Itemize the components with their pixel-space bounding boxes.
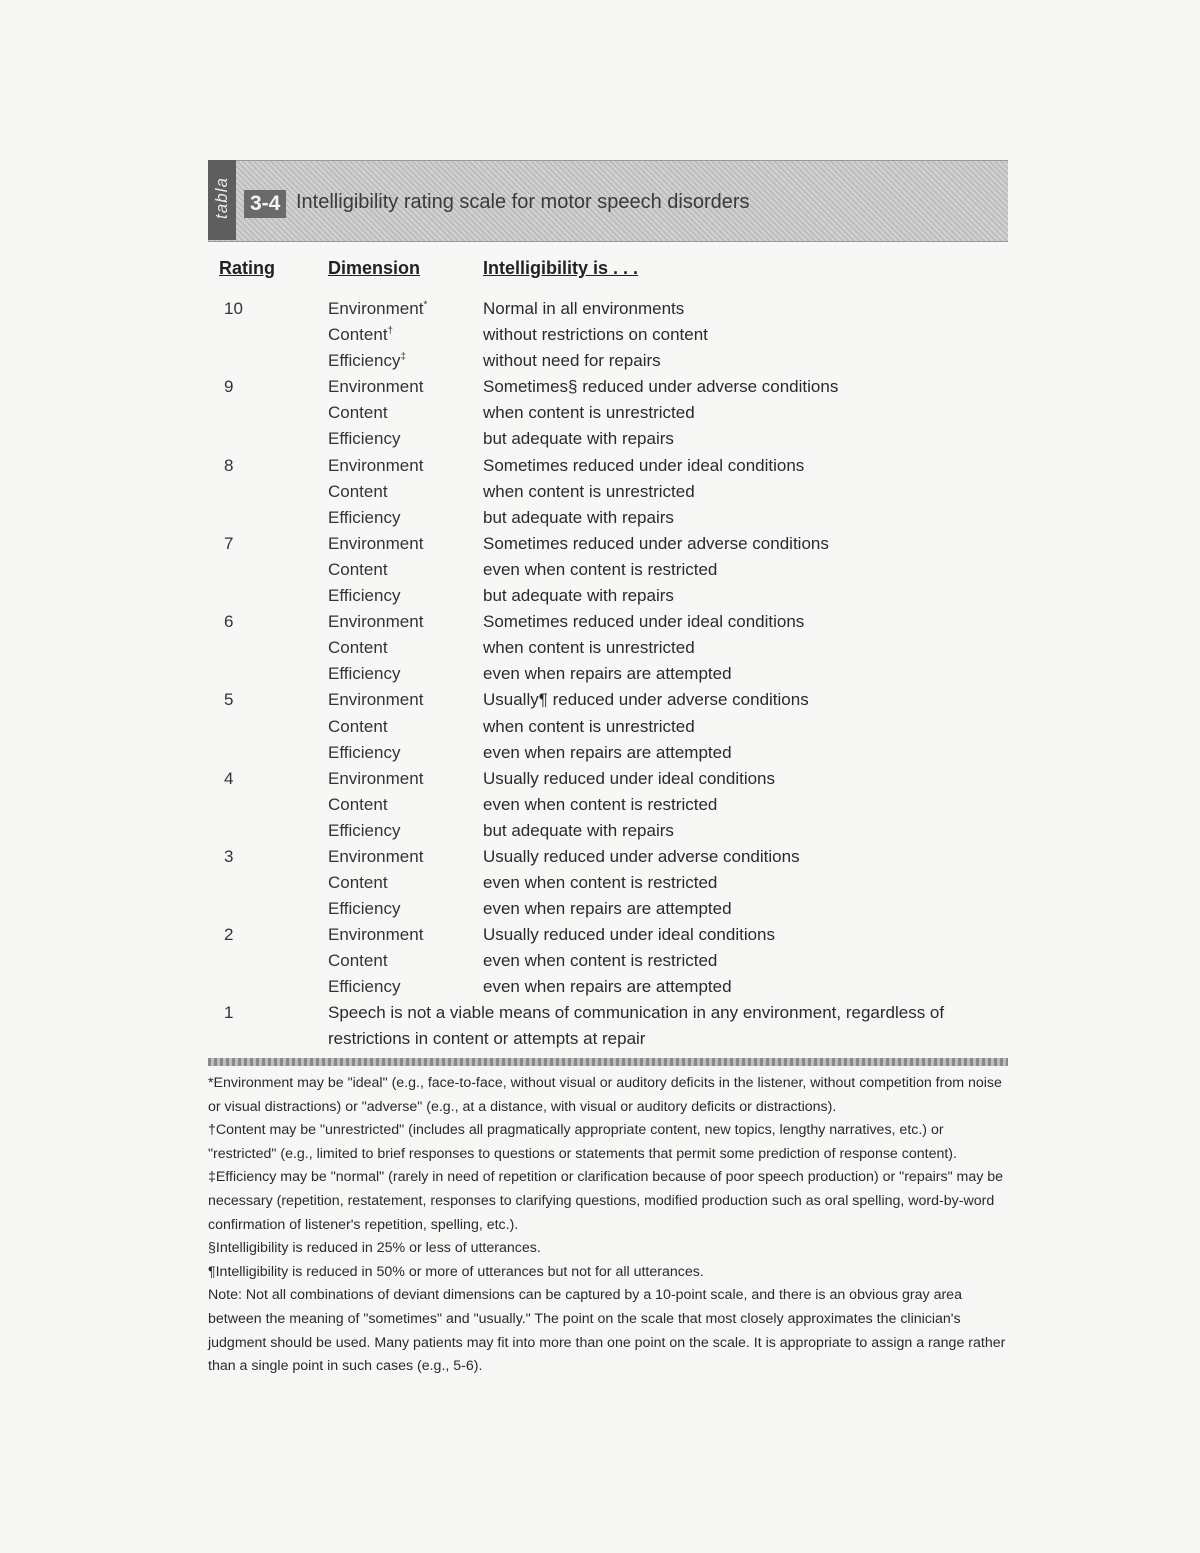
intelligibility-cell: even when content is restricted xyxy=(483,951,718,971)
footnote: ‡Efficiency may be "normal" (rarely in need of repetition or clarification because of poor speech production) or "repairs" may be necessary (repetition, restatement, responses to clarifying questions, modified production such as oral spelling, word-by-word confirmation of listener's repetition, spelling, etc.). xyxy=(208,1169,1004,1233)
table-row xyxy=(0,374,1200,400)
column-header-dimension: Dimension xyxy=(328,258,421,278)
rating-cell: 1 xyxy=(224,1003,234,1022)
table-footnotes xyxy=(208,1072,1008,1379)
table-row xyxy=(0,583,1200,609)
dimension-cell xyxy=(328,661,400,687)
dimension-label: Content xyxy=(328,794,388,814)
dimension-label: Environment xyxy=(328,846,424,866)
intelligibility-cell: but adequate with repairs xyxy=(483,429,674,449)
dimension-cell xyxy=(328,844,423,870)
dimension-label: Efficiency xyxy=(328,586,401,606)
column-header-intelligibility: Intelligibility is . . . xyxy=(483,258,639,278)
intelligibility-cell: even when repairs are attempted xyxy=(483,977,732,997)
intelligibility-cell: even when repairs are attempted xyxy=(483,664,732,684)
intelligibility-cell: without restrictions on content xyxy=(483,325,708,345)
table-row xyxy=(0,792,1200,818)
rating-cell: 2 xyxy=(224,925,234,945)
table-row xyxy=(0,974,1200,1000)
dimension-label: Efficiency xyxy=(328,507,401,527)
footnote: †Content may be "unrestricted" (includes all pragmatically appropriate content, new topics, lengthy narratives, etc.) or "restricted" (e.g., limited to brief responses to questions or statements that permit some prediction of response content). xyxy=(208,1122,957,1162)
table-title: Intelligibility rating scale for motor speech disorders xyxy=(296,191,750,213)
table-row xyxy=(0,505,1200,531)
dimension-cell xyxy=(328,322,393,348)
dimension-label: Efficiency xyxy=(328,351,401,371)
rating-cell: 7 xyxy=(224,533,234,553)
table-row xyxy=(0,348,1200,374)
footnote-mark: * xyxy=(423,299,428,311)
table-row xyxy=(0,609,1200,635)
footnote: ¶Intelligibility is reduced in 50% or more of utterances but not for all utterances. xyxy=(208,1263,704,1280)
table-row xyxy=(0,714,1200,740)
intelligibility-cell: when content is unrestricted xyxy=(483,716,695,736)
dimension-cell xyxy=(328,557,388,583)
table-row xyxy=(0,635,1200,661)
table-row xyxy=(0,557,1200,583)
intelligibility-cell: even when content is restricted xyxy=(483,559,718,579)
dimension-cell xyxy=(328,583,400,609)
dimension-cell xyxy=(328,818,400,844)
dimension-label: Content xyxy=(328,559,388,579)
dimension-label: Efficiency xyxy=(328,977,401,997)
dimension-label: Efficiency xyxy=(328,742,401,762)
table-row xyxy=(0,400,1200,426)
table-row xyxy=(0,766,1200,792)
intelligibility-cell: even when content is restricted xyxy=(483,794,718,814)
footnote: *Environment may be "ideal" (e.g., face-to-face, without visual or auditory deficits in the listener, without competition from noise or visual distractions) or "adverse" (e.g., at a distance, with visual or auditory deficits or distractions). xyxy=(208,1075,1002,1115)
dimension-label: Content xyxy=(328,325,388,345)
intelligibility-cell: Normal in all environments xyxy=(483,299,685,318)
table-row xyxy=(0,740,1200,766)
table-row xyxy=(0,426,1200,452)
table-row xyxy=(0,844,1200,870)
dimension-cell xyxy=(328,948,388,974)
intelligibility-cell: Usually reduced under adverse conditions xyxy=(483,846,800,866)
dimension-label: Efficiency xyxy=(328,899,401,919)
table-row xyxy=(0,948,1200,974)
intelligibility-cell: Sometimes reduced under ideal conditions xyxy=(483,455,805,475)
dimension-label: Environment xyxy=(328,612,424,632)
dimension-label: Environment xyxy=(328,377,424,397)
tabla-tag xyxy=(208,160,236,240)
column-header-rating: Rating xyxy=(219,258,275,278)
rating-cell: 8 xyxy=(224,455,234,475)
rating-cell: 10 xyxy=(224,299,243,318)
footnote: §Intelligibility is reduced in 25% or less of utterances. xyxy=(208,1240,541,1257)
dimension-cell xyxy=(328,740,400,766)
intelligibility-cell: when content is unrestricted xyxy=(483,481,695,501)
table-row xyxy=(0,661,1200,687)
dimension-label: Environment xyxy=(328,768,424,788)
dimension-cell xyxy=(328,687,423,713)
dimension-cell xyxy=(328,870,388,896)
dimension-label: Efficiency xyxy=(328,429,401,449)
table-row xyxy=(0,531,1200,557)
dimension-cell xyxy=(328,479,388,505)
intelligibility-cell: but adequate with repairs xyxy=(483,586,674,606)
dimension-cell xyxy=(328,922,423,948)
rating-cell: 9 xyxy=(224,377,234,397)
table-row xyxy=(0,296,1200,322)
dimension-label: Content xyxy=(328,403,388,423)
table-row xyxy=(0,453,1200,479)
table-row xyxy=(0,322,1200,348)
tabla-label: tabla xyxy=(212,177,231,219)
dimension-label: Environment xyxy=(328,690,424,710)
table-row xyxy=(0,870,1200,896)
rating-cell: 4 xyxy=(224,768,234,788)
intelligibility-cell: but adequate with repairs xyxy=(483,820,674,840)
dimension-label: Content xyxy=(328,638,388,658)
intelligibility-cell: Sometimes reduced under adverse conditions xyxy=(483,533,829,553)
dimension-label: Environment xyxy=(328,299,424,318)
rating-cell: 5 xyxy=(224,690,234,710)
dimension-cell xyxy=(328,426,400,452)
rating-table-body xyxy=(0,296,1200,1001)
intelligibility-cell: Usually reduced under ideal conditions xyxy=(483,768,776,788)
dimension-cell xyxy=(328,714,388,740)
table-row xyxy=(0,896,1200,922)
dimension-label: Content xyxy=(328,716,388,736)
intelligibility-cell: Usually reduced under ideal conditions xyxy=(483,925,776,945)
dimension-cell xyxy=(328,896,400,922)
dimension-label: Content xyxy=(328,481,388,501)
intelligibility-cell: even when repairs are attempted xyxy=(483,742,732,762)
intelligibility-cell: without need for repairs xyxy=(483,351,661,371)
dimension-cell xyxy=(328,609,423,635)
footnote-mark: † xyxy=(387,325,394,337)
dimension-label: Environment xyxy=(328,533,424,553)
dimension-cell xyxy=(328,296,427,322)
dimension-label: Efficiency xyxy=(328,820,401,840)
table-row xyxy=(0,687,1200,713)
intelligibility-cell: when content is unrestricted xyxy=(483,403,695,423)
intelligibility-cell: even when repairs are attempted xyxy=(483,899,732,919)
footnote: Note: Not all combinations of deviant dimensions can be captured by a 10-point scale, and there is an obvious gray area between the meaning of "sometimes" and "usually." The point on the scale that most closely approximates the clinician's judgment should be used. Many patients may fit into more than one point on the scale. It is appropriate to assign a range rather than a single point in such cases (e.g., 5-6). xyxy=(208,1287,1006,1375)
intelligibility-cell: Usually¶ reduced under adverse conditions xyxy=(483,690,809,710)
table-row xyxy=(0,479,1200,505)
dimension-cell xyxy=(328,974,400,1000)
intelligibility-cell: Sometimes reduced under ideal conditions xyxy=(483,612,805,632)
dimension-cell xyxy=(328,374,423,400)
rating-cell: 6 xyxy=(224,612,234,632)
dimension-cell xyxy=(328,531,423,557)
intelligibility-cell: Sometimes§ reduced under adverse conditions xyxy=(483,377,839,397)
dimension-cell xyxy=(328,505,400,531)
dimension-cell xyxy=(328,766,423,792)
final-row-text: Speech is not a viable means of communication in any environment, regardless of restrictions in content or attempts at repair xyxy=(328,1003,945,1048)
dimension-label: Environment xyxy=(328,925,424,945)
table-row xyxy=(0,818,1200,844)
footnote-mark: ‡ xyxy=(400,351,407,363)
dimension-label: Content xyxy=(328,951,388,971)
table-number: 3-4 xyxy=(244,190,286,218)
dimension-label: Efficiency xyxy=(328,664,401,684)
intelligibility-cell: even when content is restricted xyxy=(483,873,718,893)
dimension-cell xyxy=(328,635,388,661)
dimension-label: Content xyxy=(328,873,388,893)
dimension-cell xyxy=(328,400,388,426)
table-divider xyxy=(208,1058,1008,1066)
intelligibility-cell: but adequate with repairs xyxy=(483,507,674,527)
table-row xyxy=(0,922,1200,948)
dimension-cell xyxy=(328,792,388,818)
intelligibility-cell: when content is unrestricted xyxy=(483,638,695,658)
rating-cell: 3 xyxy=(224,846,234,866)
dimension-cell xyxy=(328,348,406,374)
dimension-cell xyxy=(328,453,423,479)
dimension-label: Environment xyxy=(328,455,424,475)
